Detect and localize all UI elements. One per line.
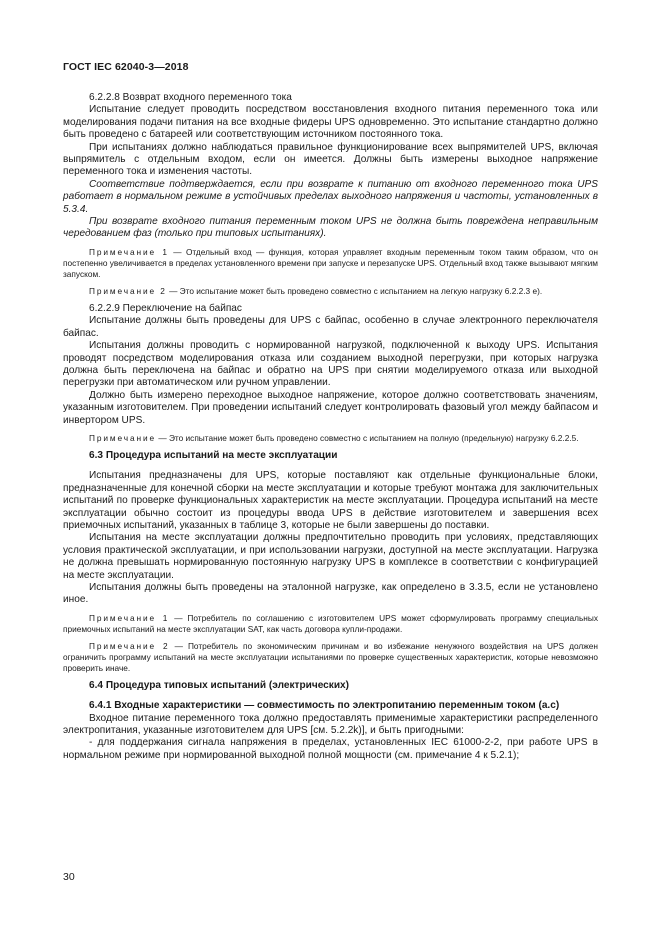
section-heading-6-2-2-9: 6.2.2.9 Переключение на байпас <box>89 302 242 314</box>
paragraph: Испытание следует проводить посредством восстановления входного питания переменного тока или моделирования подачи питания на все входные фидеры UPS одновременно. Это испытание стандартно должно быть проведено с батареей или соответствующим источником постоянного тока. <box>63 104 598 141</box>
section-heading-6-2-2-8: 6.2.2.8 Возврат входного переменного тока <box>89 92 292 103</box>
section-heading-6-4-1: 6.4.1 Входные характеристики — совместимость по электропитанию переменным током (a.c) <box>89 700 560 712</box>
note-text: — Отдельный вход — функция, которая управляет входным переменным током таким образом, что он постепенно увеличивается в пределах установленного времени при запуске и перезапуске UPS. Отдельный вход также вызывают мягким запуском. <box>63 246 599 279</box>
note-text: — Потребитель по соглашению с изготовителем UPS может сформулировать программу специальных приемочных испытаний на месте эксплуатации SAT, как часть договора купли-продажи. <box>63 612 598 634</box>
note <box>63 433 598 444</box>
paragraph: Испытания предназначены для UPS, которые поставляют как отдельные функциональные блоки, предназначенные для конечной сборки на месте эксплуатации и которые требуют монтажа для заключительных испытаний по проверке функциональных характеристик на месте эксплуатации. Процедура испытаний на месте эксплуатации обычно состоит из процедуры ввода UPS в действие изготовителем и завершения всех приемочных испытаний, указанных в таблице 3, которые не были завершены до поставки. <box>63 470 598 531</box>
note <box>63 286 598 297</box>
paragraph: Должно быть измерено переходное выходное напряжение, которое должно соответствовать значениям, указанным изготовителем. При проведении испытаний следует контролировать фазовый угол между байпасом и инвертором UPS. <box>63 389 598 426</box>
paragraph-italic: Соответствие подтверждается, если при возврате к питанию от входного переменного тока UPS работает в нормальном режиме в устойчивых пределах выходного напряжения и частоты, установленных в 5.3.4. <box>63 178 598 215</box>
document-body <box>63 92 598 762</box>
note <box>63 247 598 280</box>
section-heading-6-4: 6.4 Процедура типовых испытаний (электрических) <box>89 679 350 691</box>
note <box>63 613 598 635</box>
note-text: — Это испытание может быть проведено совместно с испытанием на легкую нагрузку 6.2.2.3 е). <box>169 285 543 296</box>
note <box>63 641 598 674</box>
note-label: Примечание <box>89 432 157 443</box>
note-text: — Это испытание может быть проведено совместно с испытанием на полную (предельную) нагрузку 6.2.2.5. <box>158 432 579 443</box>
paragraph: Входное питание переменного тока должно предоставлять применимые характеристики распределенного электропитания, указанные изготовителем для UPS [см. 5.2.2k)], и быть пригодными: <box>63 712 598 737</box>
paragraph: Испытания на месте эксплуатации должны предпочтительно проводить при условиях, представляющих условия практической эксплуатации, и при использовании нагрузки, доступной на месте эксплуатации. Нагрузка не должна превышать нормированную постоянную нагрузку UPS в комплексе в соответствии с конфигурацией на месте эксплуатации. <box>63 532 598 581</box>
note-label: Примечание 2 <box>89 285 167 296</box>
note-label: Примечание 2 <box>89 640 170 651</box>
paragraph: Испытания должны проводить с нормированной нагрузкой, подключенной к выходу UPS. Испытания проводят посредством моделирования отказа или созданием выходной перегрузки, при которых нагрузка должна быть переключена на байпас и обратно на UPS при снятии моделируемого отказа или выходной перегрузки при автоматическом или ручном управлении. <box>63 340 598 389</box>
note-label: Примечание 1 <box>89 246 169 257</box>
paragraph: Испытание должны быть проведены для UPS с байпас, особенно в случае электронного переключателя байпас. <box>63 315 598 339</box>
paragraph-italic: При возврате входного питания переменным током UPS не должна быть повреждена неправильным чередованием фаз (только при типовых испытаниях). <box>63 216 598 240</box>
paragraph: Испытания должны быть проведены на эталонной нагрузке, как определено в 3.3.5, если не установлено иное. <box>63 582 598 606</box>
page-number: 30 <box>63 871 75 883</box>
document-header: ГОСТ IEC 62040-3—2018 <box>63 61 189 73</box>
section-heading-6-3: 6.3 Процедура испытаний на месте эксплуатации <box>89 449 338 461</box>
paragraph: При испытаниях должно наблюдаться правильное функционирование всех выпрямителей UPS, включая выпрямитель с отдельным входом, если он имеется. Должны быть измерены выходное напряжение переменного тока и изменения частоты. <box>63 141 598 178</box>
note-label: Примечание 1 <box>89 612 170 623</box>
list-item: - для поддержания сигнала напряжения в пределах, установленных IEC 61000-2-2, при работе UPS в нормальном режиме при нормированной выходной полной мощности (см. примечание 4 к 5.2.1); <box>63 737 598 761</box>
note-text: — Потребитель по экономическим причинам и во избежание ненужного воздействия на UPS должен ограничить программу испытаний на месте эксплуатации испытаниями по проверке существенных характеристик, которые невозможно проверить иначе. <box>63 640 598 673</box>
